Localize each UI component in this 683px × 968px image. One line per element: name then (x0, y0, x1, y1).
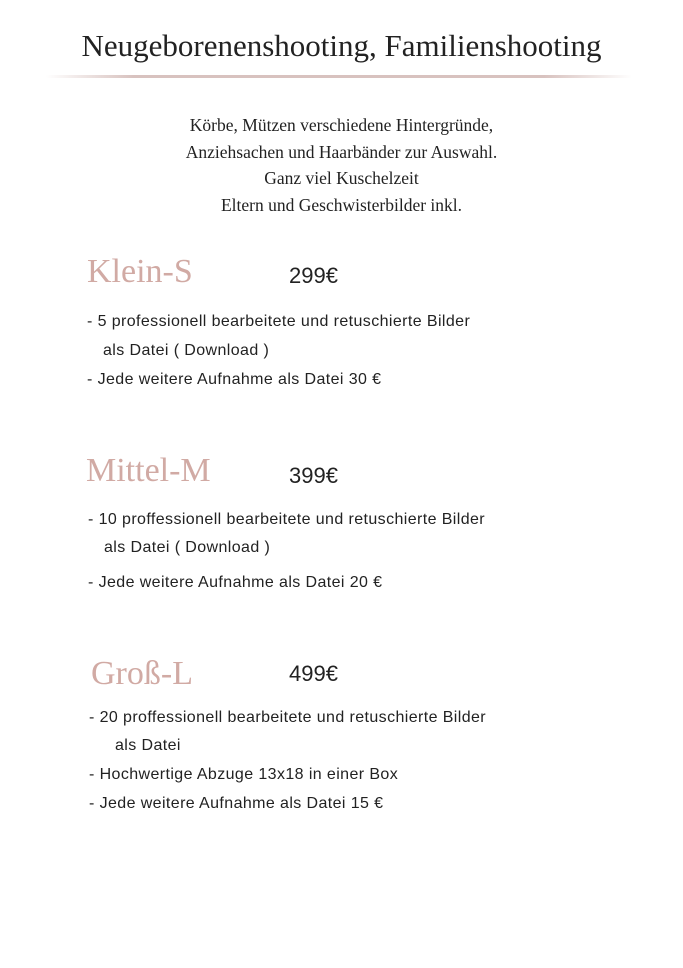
page-title: Neugeborenenshooting, Familienshooting (81, 28, 602, 63)
package-price: 299€ (289, 263, 338, 288)
package-name: Groß-L (91, 655, 193, 692)
package-feature: - Jede weitere Aufnahme als Datei 15 € (89, 795, 384, 812)
package-name: Klein-S (87, 253, 193, 290)
intro-line: Ganz viel Kuschelzeit (264, 168, 419, 188)
intro-line: Körbe, Mützen verschiedene Hintergründe, (189, 115, 494, 135)
package-feature: als Datei ( Download ) (104, 539, 271, 556)
package-feature: - Jede weitere Aufnahme als Datei 20 € (88, 574, 383, 591)
package-feature: - 5 professionell bearbeitete und retuschierte Bilder (87, 313, 471, 330)
package-feature: als Datei ( Download ) (103, 342, 270, 359)
package-feature: - 10 proffessionell bearbeitete und retuschierte Bilder (88, 511, 486, 528)
intro-text (0, 112, 683, 218)
package-name: Mittel-M (86, 452, 211, 489)
title-divider (46, 75, 632, 78)
intro-line: Anziehsachen und Haarbänder zur Auswahl. (185, 141, 498, 162)
package-feature: als Datei (115, 737, 181, 754)
package-feature: - Jede weitere Aufnahme als Datei 30 € (87, 371, 382, 388)
intro-line: Eltern und Geschwisterbilder inkl. (220, 194, 463, 215)
package-price: 499€ (289, 661, 338, 686)
package-feature: - Hochwertige Abzuge 13x18 in einer Box (89, 766, 399, 783)
package-price: 399€ (289, 463, 338, 488)
package-feature: - 20 proffessionell bearbeitete und retuschierte Bilder (89, 709, 487, 726)
